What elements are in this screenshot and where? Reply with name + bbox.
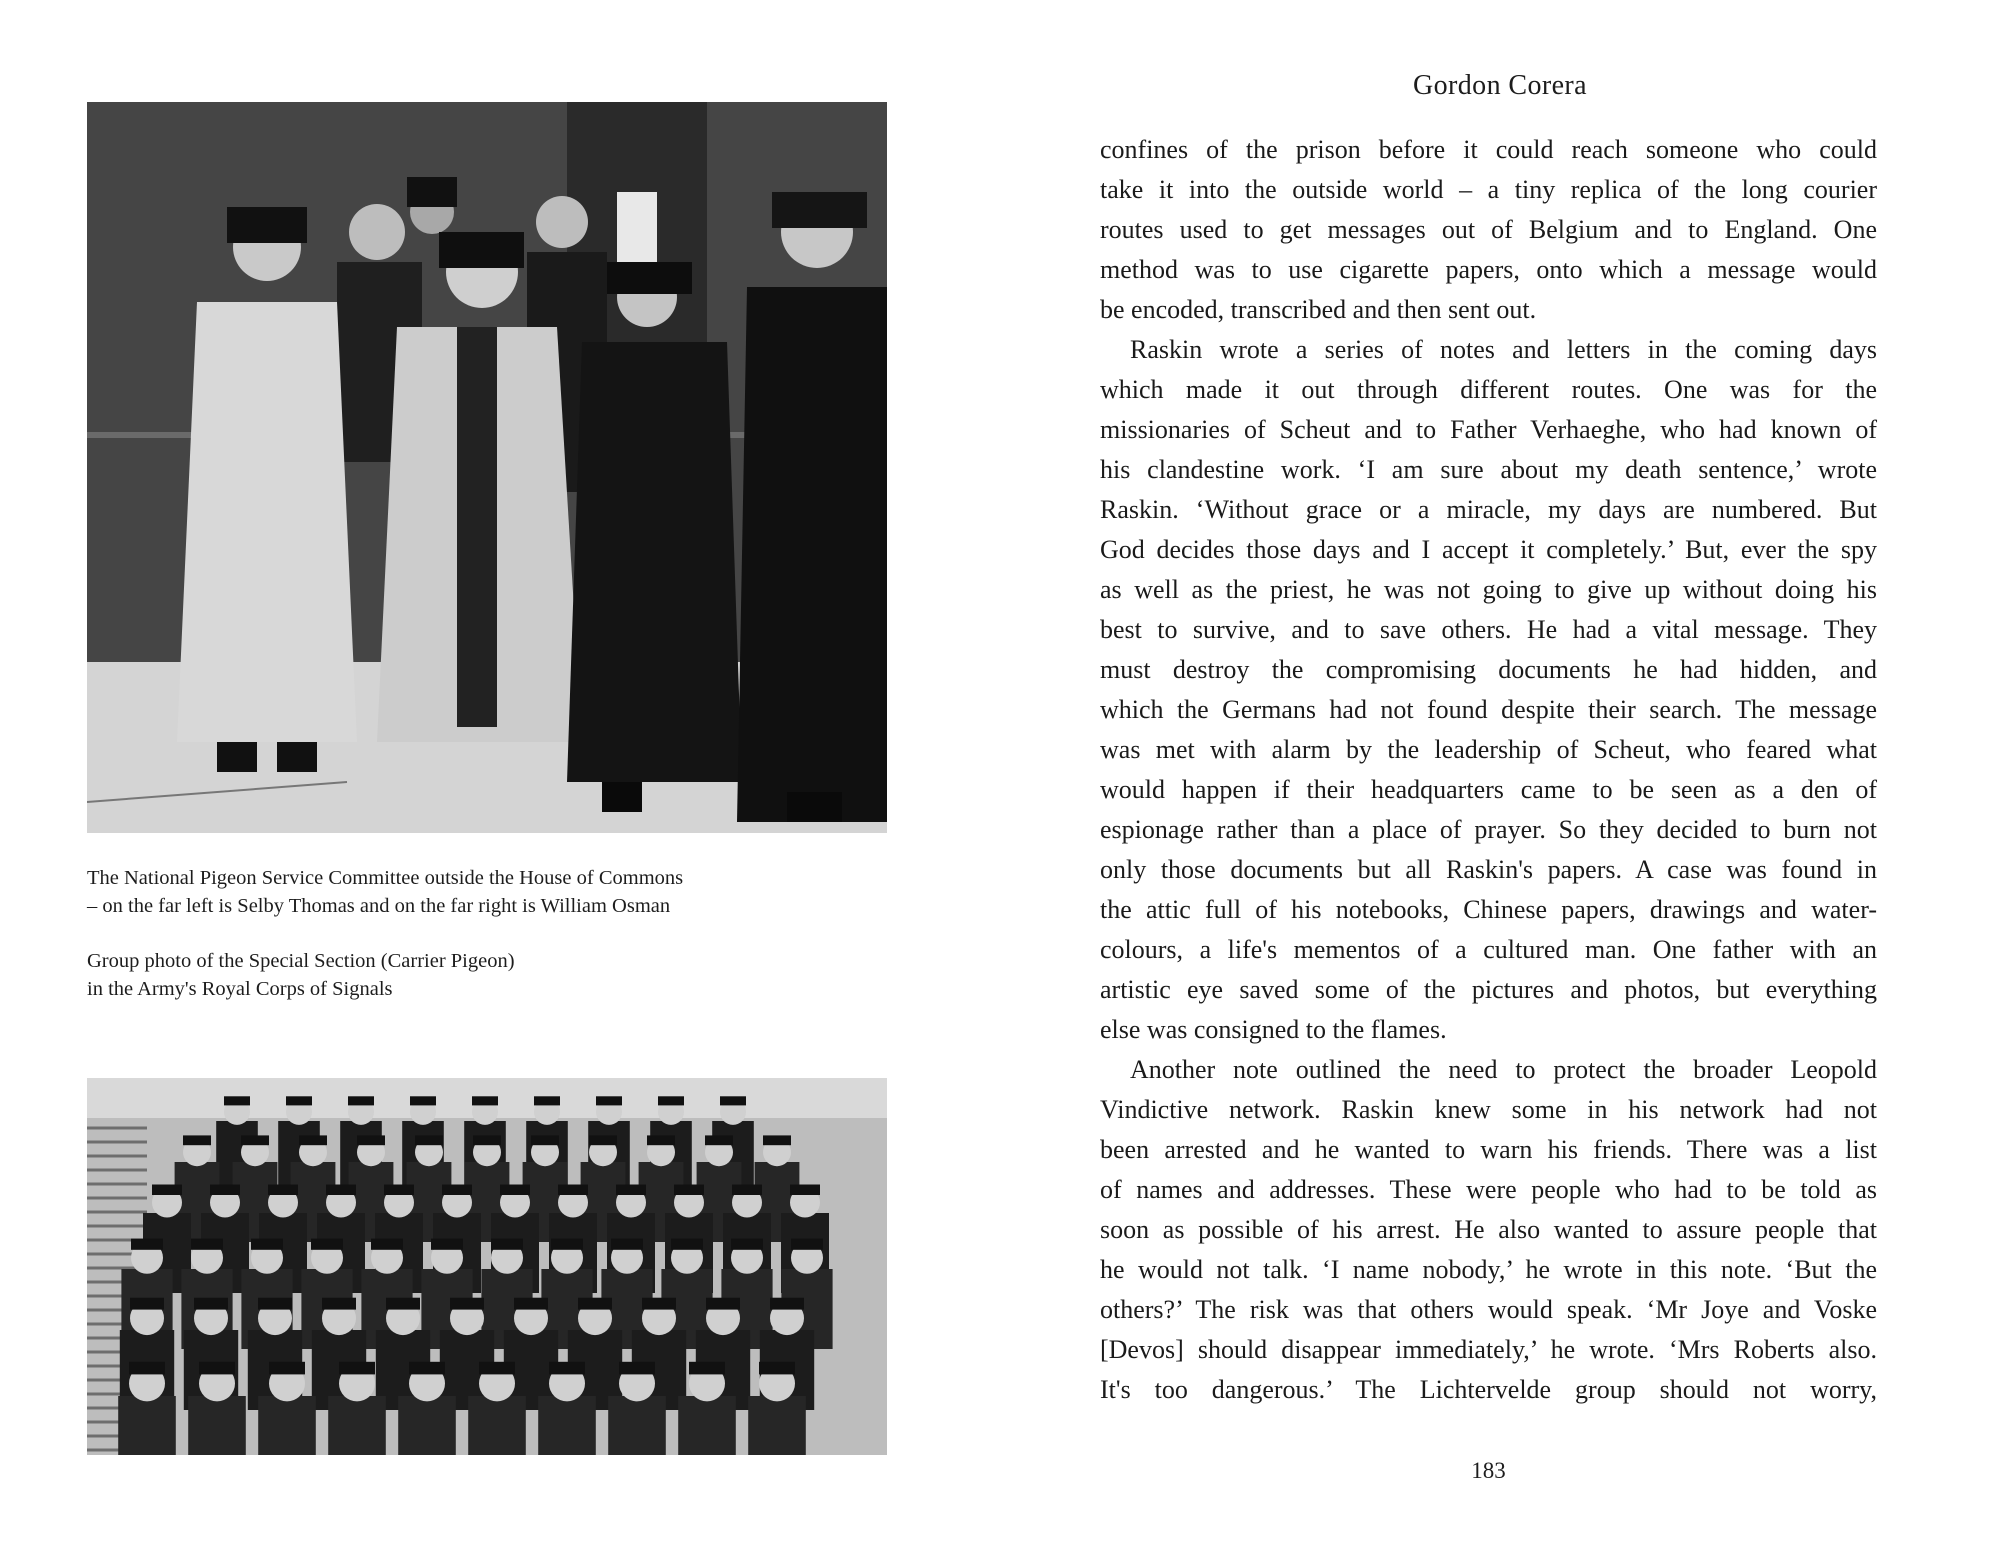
text-line: must destroy the compromising documents he had hidden, and: [1100, 655, 1877, 684]
text-line: Vindictive network. Raskin knew some in his network had not: [1100, 1095, 1877, 1124]
text-line: Raskin. ‘Without grace or a miracle, my days are numbered. But: [1100, 495, 1877, 524]
committee-photo-illustration: [87, 102, 887, 833]
caption-line: in the Army's Royal Corps of Signals: [87, 978, 393, 1000]
body-text: [1100, 130, 1877, 1410]
caption-line: Group photo of the Special Section (Carrier Pigeon): [87, 950, 515, 972]
caption-line: – on the far left is Selby Thomas and on the far right is William Osman: [87, 895, 671, 917]
text-line: confines of the prison before it could reach someone who could: [1100, 135, 1877, 164]
text-line: would happen if their headquarters came to be seen as a den of: [1100, 775, 1877, 804]
text-line: artistic eye saved some of the pictures and photos, but everything: [1100, 975, 1877, 1004]
text-line: else was consigned to the flames.: [1100, 1015, 1447, 1044]
group-photo-illustration: [87, 1078, 887, 1455]
caption-line: The National Pigeon Service Committee outside the House of Commons: [87, 867, 684, 889]
committee-photo: [87, 102, 887, 833]
text-line: his clandestine work. ‘I am sure about my death sentence,’ wrote: [1100, 455, 1877, 484]
text-line: of names and addresses. These were people who had to be told as: [1100, 1175, 1877, 1204]
text-line: Another note outlined the need to protect the broader Leopold: [1130, 1055, 1877, 1084]
group-photo-caption: [87, 947, 847, 1003]
committee-photo-caption: [87, 864, 847, 920]
group-photo: [87, 1078, 887, 1455]
text-line: missionaries of Scheut and to Father Verhaeghe, who had known of: [1100, 415, 1877, 444]
text-line: take it into the outside world – a tiny replica of the long courier: [1100, 175, 1877, 204]
text-line: colours, a life's mementos of a cultured man. One father with an: [1100, 935, 1877, 964]
text-line: God decides those days and I accept it completely.’ But, ever the spy: [1100, 535, 1877, 564]
page-number: 183: [1471, 1458, 1506, 1483]
text-line: [Devos] should disappear immediately,’ he wrote. ‘Mrs Roberts also.: [1100, 1335, 1877, 1364]
text-line: be encoded, transcribed and then sent out.: [1100, 295, 1537, 324]
text-line: espionage rather than a place of prayer. So they decided to burn not: [1100, 815, 1877, 844]
text-line: which the Germans had not found despite their search. The message: [1100, 695, 1877, 724]
running-head: Gordon Corera: [1413, 70, 1587, 101]
text-line: It's too dangerous.’ The Lichtervelde group should not worry,: [1100, 1375, 1877, 1404]
text-line: been arrested and he wanted to warn his friends. There was a list: [1100, 1135, 1877, 1164]
text-line: he would not talk. ‘I name nobody,’ he wrote in this note. ‘But the: [1100, 1255, 1877, 1284]
text-line: soon as possible of his arrest. He also wanted to assure people that: [1100, 1215, 1877, 1244]
text-line: Raskin wrote a series of notes and letters in the coming days: [1130, 335, 1877, 364]
text-line: the attic full of his notebooks, Chinese papers, drawings and water-: [1100, 895, 1877, 924]
text-line: routes used to get messages out of Belgium and to England. One: [1100, 215, 1877, 244]
text-line: which made it out through different routes. One was for the: [1100, 375, 1877, 404]
text-line: method was to use cigarette papers, onto which a message would: [1100, 255, 1877, 284]
text-line: was met with alarm by the leadership of Scheut, who feared what: [1100, 735, 1877, 764]
text-line: as well as the priest, he was not going to give up without doing his: [1100, 575, 1877, 604]
text-line: best to survive, and to save others. He had a vital message. They: [1100, 615, 1877, 644]
text-line: only those documents but all Raskin's papers. A case was found in: [1100, 855, 1877, 884]
text-line: others?’ The risk was that others would speak. ‘Mr Joye and Voske: [1100, 1295, 1877, 1324]
